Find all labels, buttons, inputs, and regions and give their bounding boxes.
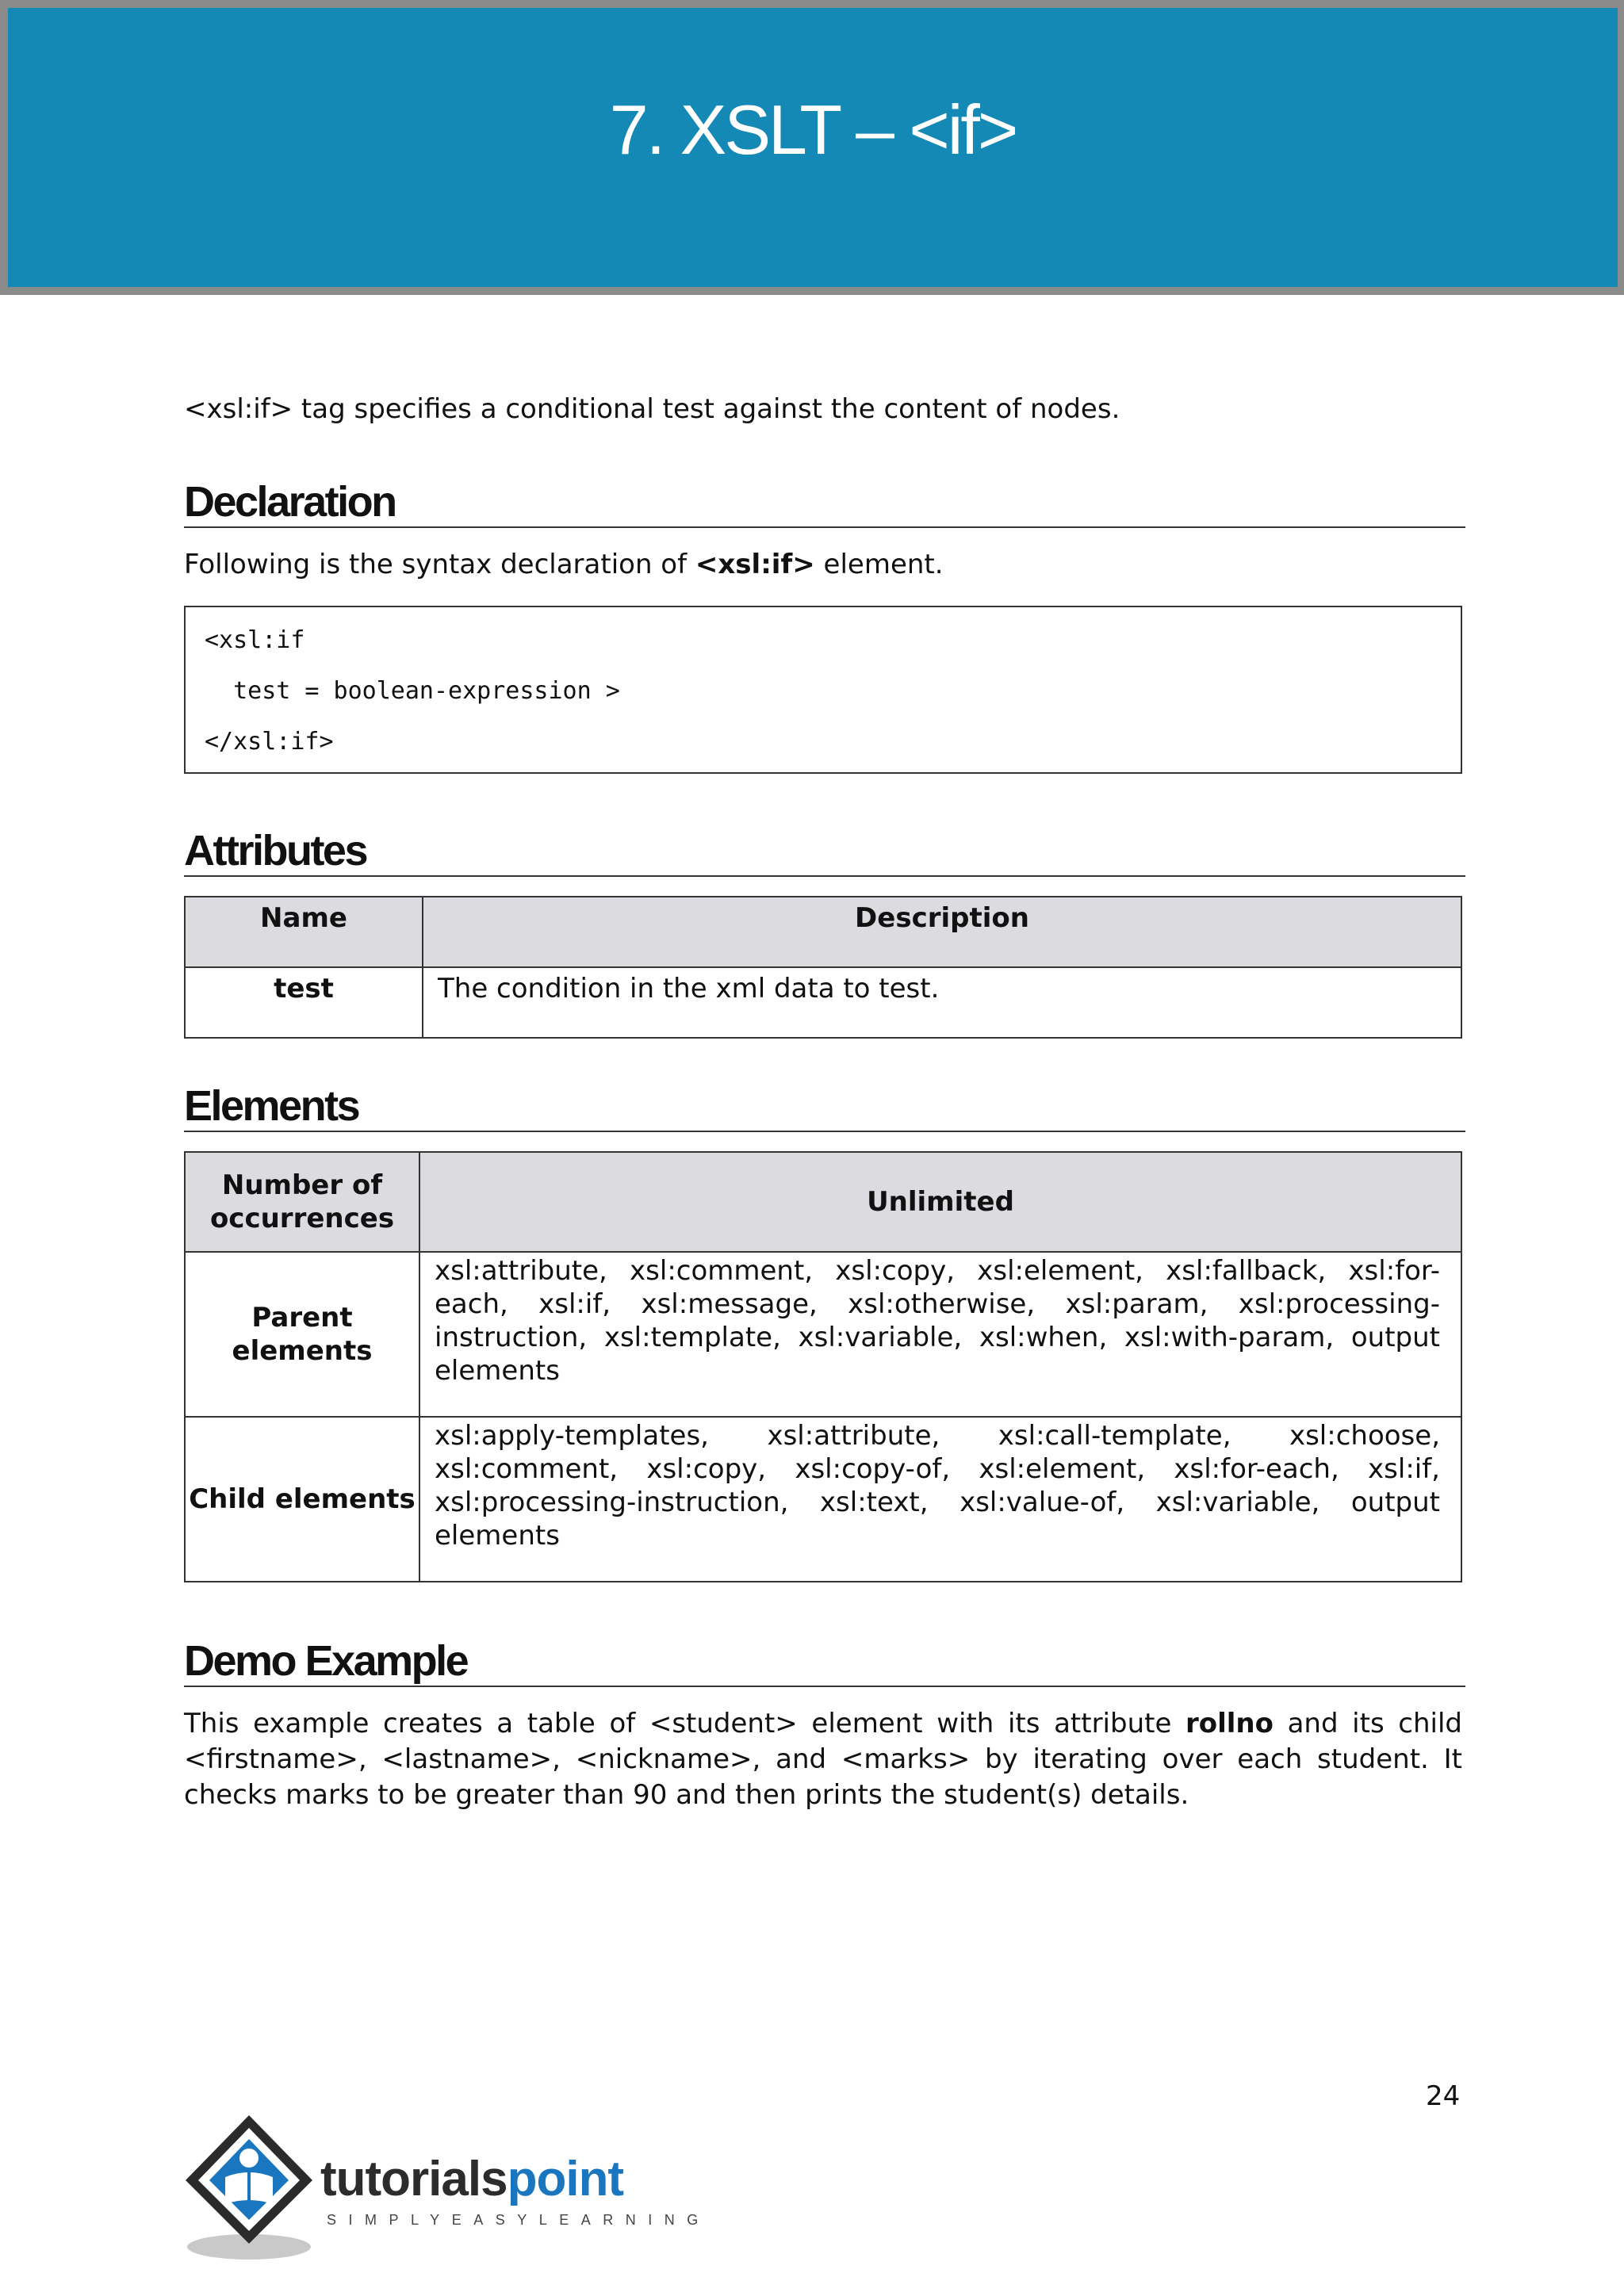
demo-bold-rollno: rollno (1185, 1708, 1274, 1739)
tutorialspoint-logo (179, 2107, 710, 2266)
elements-heading: Elements (184, 1083, 1465, 1132)
declaration-text-1: Following is the syntax declaration of (184, 549, 695, 580)
attributes-table (184, 896, 1462, 1039)
code-line: <xsl:if (205, 626, 305, 654)
attributes-heading: Attributes (184, 828, 1465, 877)
chapter-title: 7. XSLT – <if> (609, 90, 1017, 169)
code-line: test = boolean-expression > (205, 677, 620, 705)
column-header-occurrences: Number of occurrences (185, 1152, 419, 1252)
table-header-row (185, 1152, 1461, 1252)
column-header-description: Description (423, 897, 1461, 967)
declaration-tag-name: <xsl:if> (695, 549, 815, 580)
logo-word-tutorials: tutorials (320, 2152, 508, 2206)
table-row (185, 1417, 1461, 1582)
logo-tagline: SIMPLYEASYLEARNING (327, 2212, 710, 2228)
code-line: </xsl:if> (205, 728, 334, 756)
table-header-row (185, 897, 1461, 967)
table-row (185, 1252, 1461, 1417)
page-number: 24 (1426, 2080, 1461, 2112)
chapter-banner (0, 0, 1624, 295)
parent-elements-list: xsl:attribute, xsl:comment, xsl:copy, xsl:element, xsl:fallback, xsl:for-each, xsl:if, xsl:message, xsl:otherwise, xsl:param, xsl:processing-instruction, xsl:template, xsl:variable, xsl:when, xsl:with-param, output elements (419, 1252, 1461, 1417)
logo-word-point: point (507, 2152, 624, 2206)
row-label-child: Child elements (185, 1417, 419, 1582)
demo-paragraph (184, 1706, 1462, 1813)
syntax-code-box (184, 606, 1462, 774)
intro-paragraph: <xsl:if> tag specifies a conditional test against the content of nodes. (184, 393, 1120, 425)
column-header-unlimited: Unlimited (419, 1152, 1461, 1252)
elements-table (184, 1151, 1462, 1582)
demo-heading: Demo Example (184, 1638, 1465, 1687)
table-row (185, 967, 1461, 1038)
declaration-heading: Declaration (184, 479, 1465, 528)
chapter-banner-fill (8, 8, 1618, 287)
declaration-paragraph (184, 547, 944, 583)
declaration-text-2: element. (814, 549, 944, 580)
row-label-parent: Parent elements (185, 1252, 419, 1417)
tutorialspoint-logo-icon (179, 2107, 322, 2266)
attribute-description: The condition in the xml data to test. (423, 967, 1461, 1038)
demo-text-2: and its child <firstname>, <lastname>, <nickname>, and <marks> by iterating over each student. It checks marks to be greater than 90 and then prints the student(s) details. (184, 1708, 1462, 1811)
logo-wordmark (320, 2152, 624, 2206)
attribute-name: test (185, 967, 423, 1038)
child-elements-list: xsl:apply-templates, xsl:attribute, xsl:call-template, xsl:choose, xsl:comment, xsl:copy, xsl:copy-of, xsl:element, xsl:for-each, xsl:if, xsl:processing-instruction, xsl:text, xsl:value-of, xsl:variable, output elements (419, 1417, 1461, 1582)
column-header-name: Name (185, 897, 423, 967)
demo-text-1: This example creates a table of <student> element with its attribute (184, 1708, 1185, 1739)
